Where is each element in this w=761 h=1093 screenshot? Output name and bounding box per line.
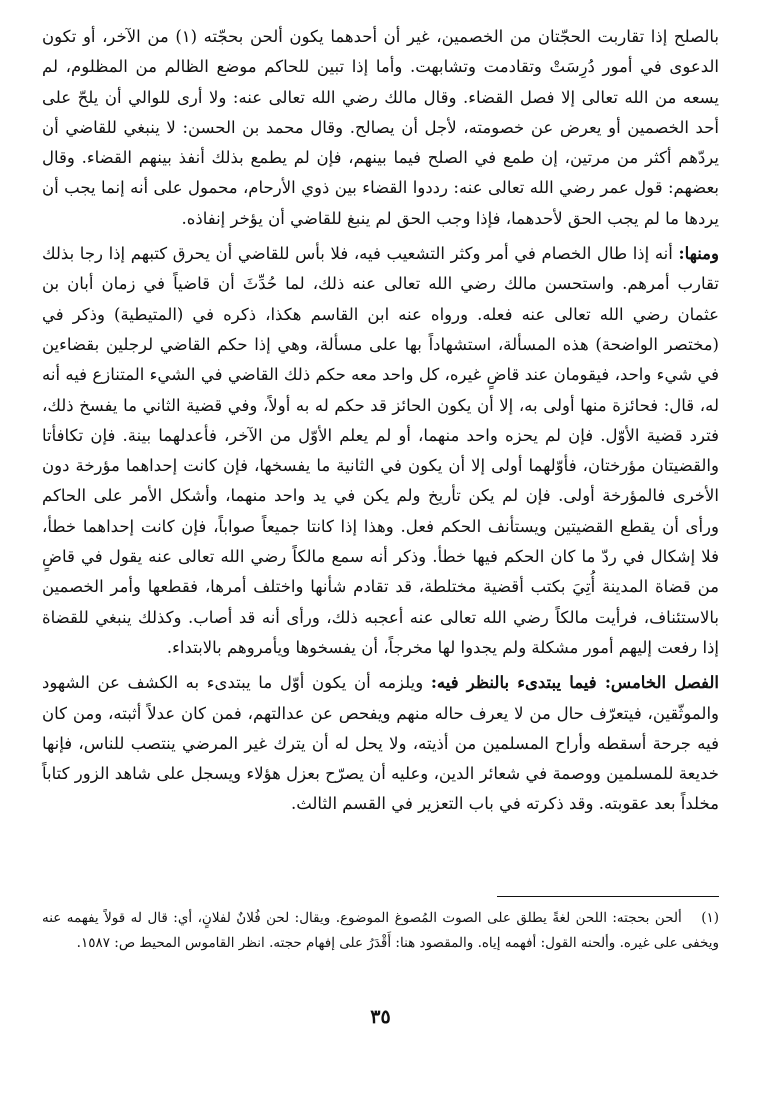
footnote-separator — [497, 896, 719, 897]
paragraph-1 — [42, 22, 719, 234]
paragraph-2 — [42, 239, 719, 663]
paragraph-2-text: أنه إذا طال الخصام في أمر وكثر التشعيب فيه، فلا بأس للقاضي أن يحرق كتبهم إذا رجا بذلك تقارب أمرهم. واستحسن مالك رضي الله تعالى عنه ذلك، لما حُدِّثَ أن قاضياً في زمان أبان بن عثمان رضي الله تعالى عنه فعله. ورواه عنه ابن القاسم هكذا، ذكره في (المتيطية) وذكر في (مختصر الواضحة) هذه المسألة، استشهاداً بها على مسألة، وهي إذا حكم القاضي لرجلين بقضاءين في شيء واحد، فيقومان عند قاضٍ غيره، كل واحد معه حكم ذلك القاضي في الشيء المتنازع فيه أنه له، قال: فحائزة منها أولى به، إلا أن يكون الحائز قد حكم له به أولاً، وفي قضية الثاني ما يفسخ ذلك، فترد قضية الأوّل. فإن لم يحزه واحد منهما، أو لم يعلم الأوّل من الآخر، فأعدلهما بينة. فإن تكافأتا والقضيتان مؤرختان، فأوّلهما أولى إلا أن يكون في الثانية ما يفسخها، فإن كانت إحداهما مؤرخة دون الأخرى فالمؤرخة أولى. فإن لم يكن تأريخ ولم يكن في يد واحد منهما، وأشكل الأمر على الحاكم ورأى أن يقطع القضيتين ويستأنف الحكم فعل. وهذا إذا كانتا جميعاً صواباً، فإن كانت إحداهما خطأ، فلا إشكال في ردّ ما كان الحكم فيها خطأ. وذكر أنه سمع مالكاً رضي الله تعالى عنه يقول في قاضٍ من قضاة المدينة أُتِيَ بكتب أقضية مختلطة، قد تقادم شأنها واختلف أمرها، فقطعها وأمر الخصمين بالاستئناف، فرأيت مالكاً رضي الله تعالى عنه أعجبه ذلك، ورأى أنه قد أصاب. وكذلك ينبغي للقضاة إذا رفعت إليهم أمور مشكلة ولم يجدوا لها مخرجاً، أن يفسخوها ويأمروهم بالابتداء. — [42, 244, 719, 657]
footnote-number: (١) — [701, 910, 720, 926]
paragraph-3 — [42, 668, 719, 819]
paragraph-1-text: بالصلح إذا تقاربت الحجّتان من الخصمين، غير أن أحدهما يكون ألحن بحجّته (١) من الآخر، أو تكون الدعوى في أمور دُرِسَتْ وتقادمت وتشابهت. وأما إذا تبين للحاكم موضع الظالم من المظلوم، لم يسعه من الله تعالى إلا فصل القضاء. وقال مالك رضي الله تعالى عنه: ولا أرى للوالي أن يلحّ على أحد الخصمين أو يعرض عن خصومته، لأجل أن يصالح. وقال محمد بن الحسن: لا ينبغي للقاضي أن يردّهم أكثر من مرتين، إن طمع في الصلح فيما بينهم، فإن لم يطمع بذلك أنفذ بينهم القضاء. وقال بعضهم: قول عمر رضي الله تعالى عنه: رددوا القضاء بين ذوي الأرحام، محمول على أنه إنما يجب أن يردها ما لم يجب الحق لأحدهما، فإذا وجب الحق لم ينبغ للقاضي أن يؤخر إنفاذه. — [42, 27, 719, 228]
section-heading: الفصل الخامس: فيما يبتدىء بالنظر فيه: — [430, 673, 719, 693]
page-number: ٣٥ — [370, 1006, 391, 1028]
paragraph-3-text: ويلزمه أن يكون أوّل ما يبتدىء به الكشف عن الشهود والموثّقين، فيتعرّف حال من لا يعرف حاله منهم ويفحص عن عدالتهم، فمن كان عدلاً أثبته، ومن كان فيه جرحة أسقطه وأراح المسلمين من أذيته، ولا يحل له أن يترك غير المرضي ينتصب للناس، فإنها خديعة للمسلمين ووصمة في شعائر الدين، وعليه أن يصرّح بعزل هؤلاء ويسجل على شاهد الزور كتاباً مخلداً بعد عقوبته. وقد ذكرته في باب التعزير في القسم الثالث. — [42, 673, 719, 814]
footnote — [42, 906, 719, 956]
paragraph-2-lead: ومنها: — [678, 244, 719, 264]
footnote-text: ألحن بحجته: اللحن لغةً يطلق على الصوت المُصوغ الموضوع. ويقال: لحن فُلانٌ لفلانٍ، أي: قال له قولاً يفهمه عنه ويخفى على غيره. وألحنه القول: أفهمه إياه. والمقصود هنا: أَقْدَرُ على إفهام حجته. انظر القاموس المحيط ص: ١٥٨٧. — [42, 910, 719, 951]
